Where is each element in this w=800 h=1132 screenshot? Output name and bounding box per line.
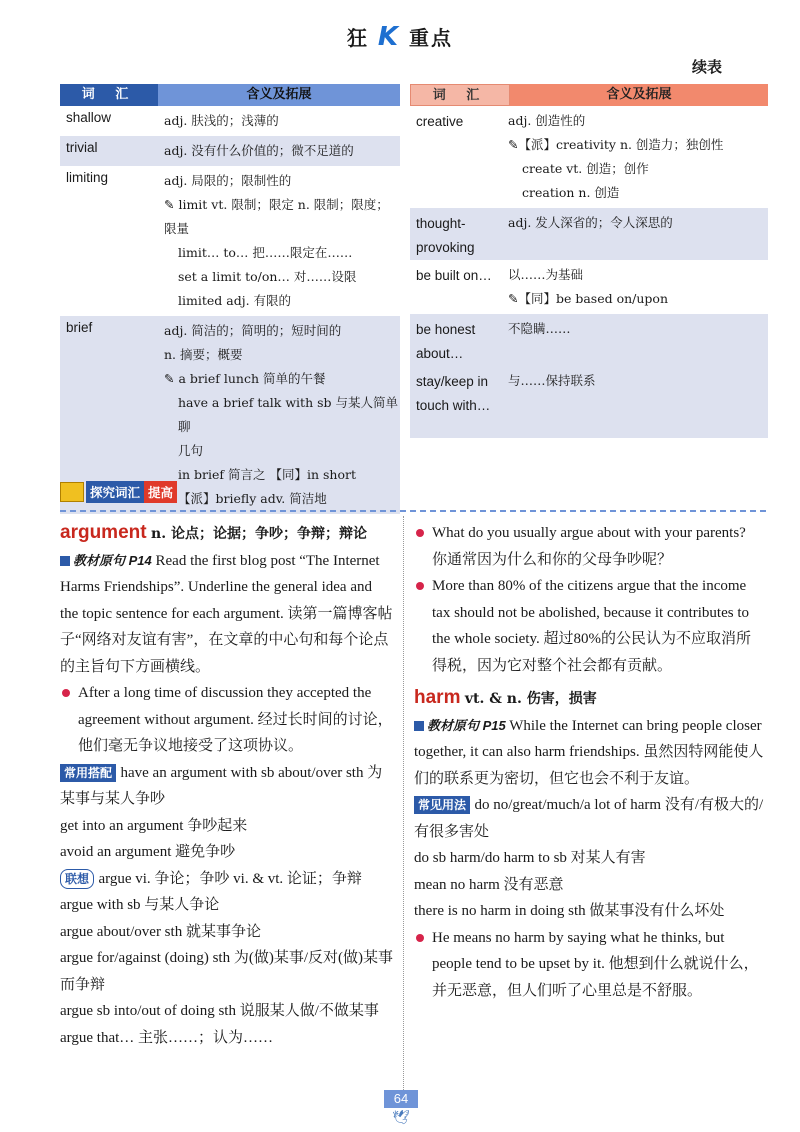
table-row xyxy=(410,106,768,208)
vocab-word: limiting xyxy=(66,170,109,185)
association-item: argue vi. 争论；争吵 vi. & vt. 论证；争辩 xyxy=(98,870,362,887)
continued-label: 续表 xyxy=(691,58,722,76)
vocab-meaning xyxy=(506,106,768,208)
headword-definition: n. 论点；论据；争吵；争辩；辩论 xyxy=(151,526,367,542)
bird-icon: 🕊 xyxy=(392,1110,410,1126)
header-suffix: 重点 xyxy=(409,26,454,50)
table-row xyxy=(60,136,400,166)
usage-tag: 常见用法 xyxy=(414,796,470,814)
vocab-word: stay/keep in touch with… xyxy=(416,374,491,413)
meaning-line: set a limit to/on… 对……设限 xyxy=(178,269,357,284)
textbook-source xyxy=(414,713,764,793)
section-level-badge: 提高 xyxy=(144,481,177,503)
source-icon xyxy=(414,721,424,731)
usage-item: do sb harm/do harm to sb 对某人有害 xyxy=(414,850,646,866)
usage-item: there is no harm in doing sth 做某事没有什么坏处 xyxy=(414,903,725,919)
vocab-table-right xyxy=(410,84,768,438)
meaning-line: 以……为基础 xyxy=(508,267,584,282)
table-row xyxy=(410,366,768,438)
meaning-line: 【派】briefly adv. 简洁地 xyxy=(178,491,327,506)
headword: harm xyxy=(414,687,461,708)
usage-block xyxy=(414,792,764,845)
meaning-line: adj. 肤浅的；浅薄的 xyxy=(164,113,279,128)
textbook-source xyxy=(60,548,394,681)
source-label-text: 教材原句 P14 xyxy=(73,552,152,568)
vocab-meaning xyxy=(506,366,768,418)
meaning-line: n. 摘要；概要 xyxy=(164,347,243,362)
vocab-word: creative xyxy=(416,114,464,129)
collocations-tag: 常用搭配 xyxy=(60,764,116,782)
collocations-block xyxy=(60,760,394,813)
meaning-line: ✎ limit vt. 限制；限定 n. 限制；限度；限量 xyxy=(164,197,389,236)
table-row xyxy=(60,166,400,316)
meaning-line: limited adj. 有限的 xyxy=(178,293,292,308)
entry-harm-head xyxy=(414,685,764,713)
vocab-meaning xyxy=(162,136,400,166)
meaning-line: ✎【同】be based on/upon xyxy=(508,291,669,306)
meaning-line: 与……保持联系 xyxy=(508,373,596,388)
collocation-item: have an argument with sb about/over sth 为某事与某人争吵 xyxy=(60,764,383,807)
vocab-meaning xyxy=(162,166,400,316)
meaning-line: ✎【派】creativity n. 创造力；独创性 xyxy=(508,137,724,152)
vocab-word: shallow xyxy=(66,110,112,125)
vocab-meaning xyxy=(162,106,400,136)
column-header-meaning: 含义及拓展 xyxy=(510,84,768,106)
book-icon xyxy=(60,482,84,502)
vocab-word: thought-provoking xyxy=(416,216,475,255)
section-title: 探究词汇 xyxy=(86,481,144,503)
vocab-word: be honest about… xyxy=(416,322,476,361)
association-tag: 联想 xyxy=(60,869,94,889)
association-item: argue that… 主张……；认为…… xyxy=(60,1029,274,1046)
source-label xyxy=(60,548,152,575)
vocab-meaning xyxy=(506,260,768,314)
right-column xyxy=(414,520,764,1004)
page-header xyxy=(0,22,800,52)
column-separator xyxy=(403,516,404,1094)
source-label xyxy=(414,713,506,740)
meaning-line: adj. 发人深省的；令人深思的 xyxy=(508,215,673,230)
example-sentence: More than 80% of the citizens argue that the income tax should not be abolished, because it contributes to the whole society. 超过80%的公民认为不应取消所得税，因为它对整个社会都有贡献。 xyxy=(414,573,764,679)
vocab-meaning xyxy=(506,314,768,366)
table-header xyxy=(410,84,768,106)
meaning-line: 不隐瞒…… xyxy=(508,321,571,336)
meaning-line: in brief 简言之 【同】in short xyxy=(178,467,356,482)
usage-item: mean no harm 没有恶意 xyxy=(414,876,564,893)
meaning-line: ✎ a brief lunch 简单的午餐 xyxy=(164,371,326,386)
association-item: argue about/over sth 就某事争论 xyxy=(60,923,261,940)
vocab-meaning xyxy=(162,316,400,514)
example-sentence: After a long time of discussion they accepted the agreement without argument. 经过长时间的讨论，他们毫无争议地接受了这项协议。 xyxy=(60,680,394,760)
table-row xyxy=(410,314,768,366)
section-divider xyxy=(60,510,766,512)
source-text: While the Internet can bring people closer together, it can also harm friendships. 虽然因特网能使人们的联系更为密切，但它也会不利于友谊。 xyxy=(414,717,764,787)
vocab-meaning xyxy=(506,208,768,260)
header-k-logo: K xyxy=(377,22,401,52)
table-row xyxy=(410,208,768,260)
table-row xyxy=(410,260,768,314)
meaning-line: adj. 创造性的 xyxy=(508,113,586,128)
left-column xyxy=(60,520,394,1051)
column-header-word: 词 汇 xyxy=(410,84,510,106)
association-item: argue sb into/out of doing sth 说服某人做/不做某事 xyxy=(60,1003,379,1019)
source-text: Read the first blog post “The Internet Harms Friendships”. Underline the general idea and the topic sentence for each argument. 读第一篇博客帖子“网络对友谊有害”，在文章的中心句和每个论点的主旨句下方画横线。 xyxy=(60,552,393,675)
meaning-line: adj. 简洁的；简明的；短时间的 xyxy=(164,323,342,338)
example-sentence: He means no harm by saying what he thinks, but people tend to be upset by it. 他想到什么就说什么，并无恶意，但人们听了心里总是不舒服。 xyxy=(414,925,764,1005)
meaning-line: 几句 xyxy=(178,443,204,458)
headword: argument xyxy=(60,522,147,543)
section-heading xyxy=(60,482,177,502)
meaning-line: create vt. 创造；创作 xyxy=(522,161,649,176)
source-icon xyxy=(60,556,70,566)
vocab-table-left xyxy=(60,84,400,514)
headword-definition: vt. & n. 伤害，损害 xyxy=(464,691,597,707)
example-sentence: What do you usually argue about with your parents? 你通常因为什么和你的父母争吵呢？ xyxy=(414,520,764,573)
vocab-word: brief xyxy=(66,320,93,335)
column-header-meaning: 含义及拓展 xyxy=(158,84,400,106)
meaning-line: creation n. 创造 xyxy=(522,185,620,200)
meaning-line: adj. 没有什么价值的；微不足道的 xyxy=(164,143,354,158)
source-label-text: 教材原句 P15 xyxy=(427,717,506,733)
table-header xyxy=(60,84,400,106)
vocab-word: trivial xyxy=(66,140,98,155)
table-row xyxy=(60,106,400,136)
association-item: argue with sb 与某人争论 xyxy=(60,897,220,913)
usage-item: do no/great/much/a lot of harm 没有/有极大的/有很多害处 xyxy=(414,797,764,840)
collocation-item: avoid an argument 避免争吵 xyxy=(60,844,236,860)
meaning-line: have a brief talk with sb 与某人简单聊 xyxy=(178,395,398,434)
association-item: argue for/against (doing) sth 为(做)某事/反对(做)某事而争辩 xyxy=(60,950,393,993)
column-header-word: 词 汇 xyxy=(60,84,158,106)
entry-argument-head xyxy=(60,520,394,548)
meaning-line: adj. 局限的；限制性的 xyxy=(164,173,292,188)
page-number: 64 xyxy=(384,1090,418,1108)
vocab-word: be built on… xyxy=(416,268,492,283)
meaning-line: limit… to… 把……限定在…… xyxy=(178,245,353,260)
collocation-item: get into an argument 争吵起来 xyxy=(60,817,248,834)
header-prefix: 狂 xyxy=(346,26,369,50)
association-block xyxy=(60,866,394,893)
